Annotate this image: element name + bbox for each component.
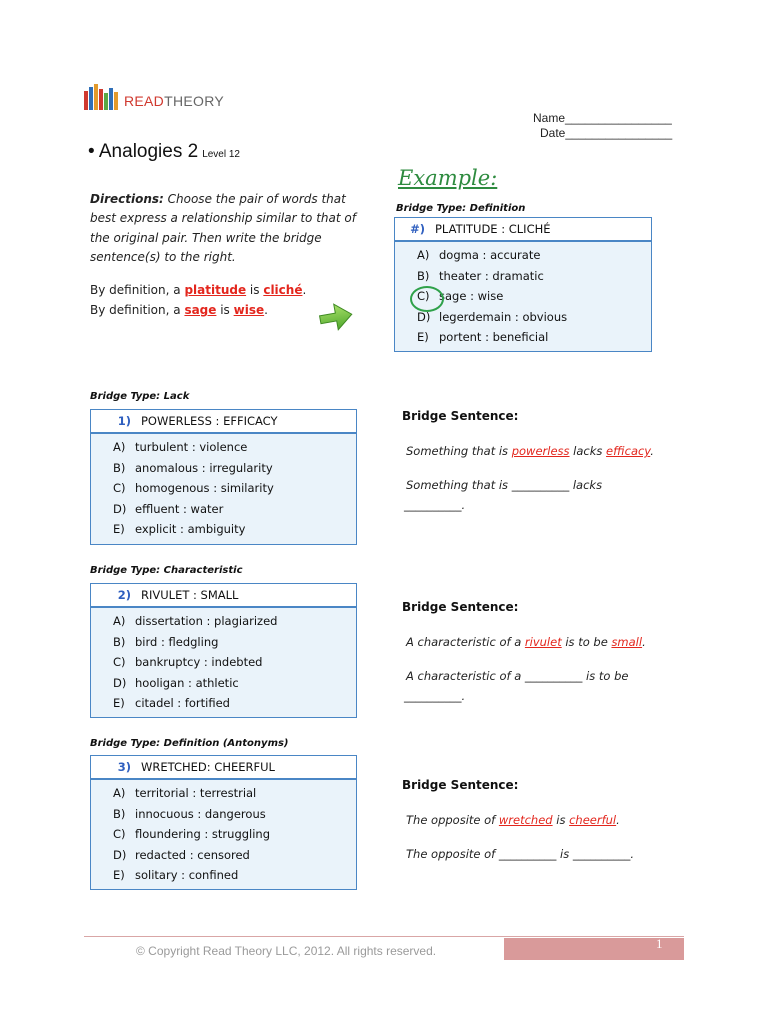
question-number: 2) (117, 588, 131, 602)
footer-divider (84, 936, 684, 937)
option-e[interactable]: E) solitary : confined (113, 868, 239, 883)
logo-books-icon (84, 84, 118, 110)
question-word-pair: POWERLESS : EFFICACY (141, 414, 278, 428)
option-a[interactable]: A) dissertation : plagiarized (113, 614, 278, 629)
q3-bridge-blank[interactable]: The opposite of __________ is __________. (406, 847, 635, 861)
q2-bridge-blank-2[interactable]: __________. (404, 689, 466, 703)
q1-bridge-blank-2[interactable]: __________. (404, 498, 466, 512)
page-title: • Analogies 2 Level 12 (88, 141, 240, 162)
q2-bridge-label: Bridge Sentence: (402, 600, 519, 614)
green-arrow-icon (318, 300, 354, 334)
question-word-pair: WRETCHED: CHEERFUL (141, 760, 275, 774)
question-word-pair: RIVULET : SMALL (141, 588, 239, 602)
option-b[interactable]: B) bird : fledgling (113, 634, 219, 649)
option-b[interactable]: B) anomalous : irregularity (113, 460, 273, 475)
date-field-label: Date________________ (540, 126, 673, 140)
question-number: #) (410, 222, 425, 236)
option-d[interactable]: D) effluent : water (113, 501, 224, 516)
question-number: 3) (117, 760, 131, 774)
example-sentence-2: By definition, a sage is wise. (90, 303, 268, 317)
option-d[interactable]: D) hooligan : athletic (113, 675, 239, 690)
option-d[interactable]: D) redacted : censored (113, 847, 250, 862)
option-a[interactable]: A) turbulent : violence (113, 440, 248, 455)
q2-bridge-type: Bridge Type: Characteristic (90, 565, 243, 576)
name-field-label: Name________________ (533, 111, 672, 125)
example-question-header (395, 218, 651, 242)
q3-bridge-type: Bridge Type: Definition (Antonyms) (90, 738, 289, 749)
option-c[interactable]: C) bankruptcy : indebted (113, 655, 263, 670)
option-e[interactable]: E) explicit : ambiguity (113, 522, 246, 537)
q3-bridge-label: Bridge Sentence: (402, 778, 519, 792)
option-b[interactable]: B) innocuous : dangerous (113, 806, 266, 821)
q2-question-box (90, 583, 357, 718)
q1-bridge-label: Bridge Sentence: (402, 409, 519, 423)
example-sentence-1: By definition, a platitude is cliché. (90, 283, 307, 297)
option-a: A) dogma : accurate (417, 248, 541, 263)
option-e: E) portent : beneficial (417, 330, 549, 345)
q1-question-header (91, 410, 356, 434)
example-question-box (394, 217, 652, 352)
example-heading: Example: (398, 166, 498, 190)
q1-question-box (90, 409, 357, 545)
q1-bridge-example: Something that is powerless lacks efficacy. (406, 444, 654, 458)
option-a[interactable]: A) territorial : terrestrial (113, 786, 257, 801)
example-bridge-type: Bridge Type: Definition (396, 203, 526, 214)
q2-bridge-blank[interactable]: A characteristic of a __________ is to be (406, 669, 629, 683)
logo-wordmark: READTHEORY (124, 93, 224, 109)
q3-question-header (91, 756, 356, 780)
option-d: D) legerdemain : obvious (417, 309, 568, 324)
option-b: B) theater : dramatic (417, 268, 544, 283)
question-number: 1) (117, 414, 131, 428)
page-number: 1 (656, 936, 663, 951)
q2-bridge-example: A characteristic of a rivulet is to be small. (406, 635, 646, 649)
answer-circle-mark (410, 286, 444, 312)
option-e[interactable]: E) citadel : fortified (113, 696, 230, 711)
q1-bridge-blank[interactable]: Something that is __________ lacks (406, 478, 603, 492)
q1-bridge-type: Bridge Type: Lack (90, 391, 190, 402)
option-c[interactable]: C) floundering : struggling (113, 827, 271, 842)
option-c: C) sage : wise (417, 289, 504, 304)
option-c[interactable]: C) homogenous : similarity (113, 481, 274, 496)
q3-bridge-example: The opposite of wretched is cheerful. (406, 813, 620, 827)
q2-question-header (91, 584, 356, 608)
question-word-pair: PLATITUDE : CLICHÉ (435, 222, 551, 236)
q3-question-box (90, 755, 357, 890)
directions-text: Directions: Choose the pair of words that best express a relationship similar to that of the original pair. Then write the bridge sentence(s) to the right. (90, 192, 356, 264)
footer-copyright: © Copyright Read Theory LLC, 2012. All rights reserved. (136, 944, 437, 958)
